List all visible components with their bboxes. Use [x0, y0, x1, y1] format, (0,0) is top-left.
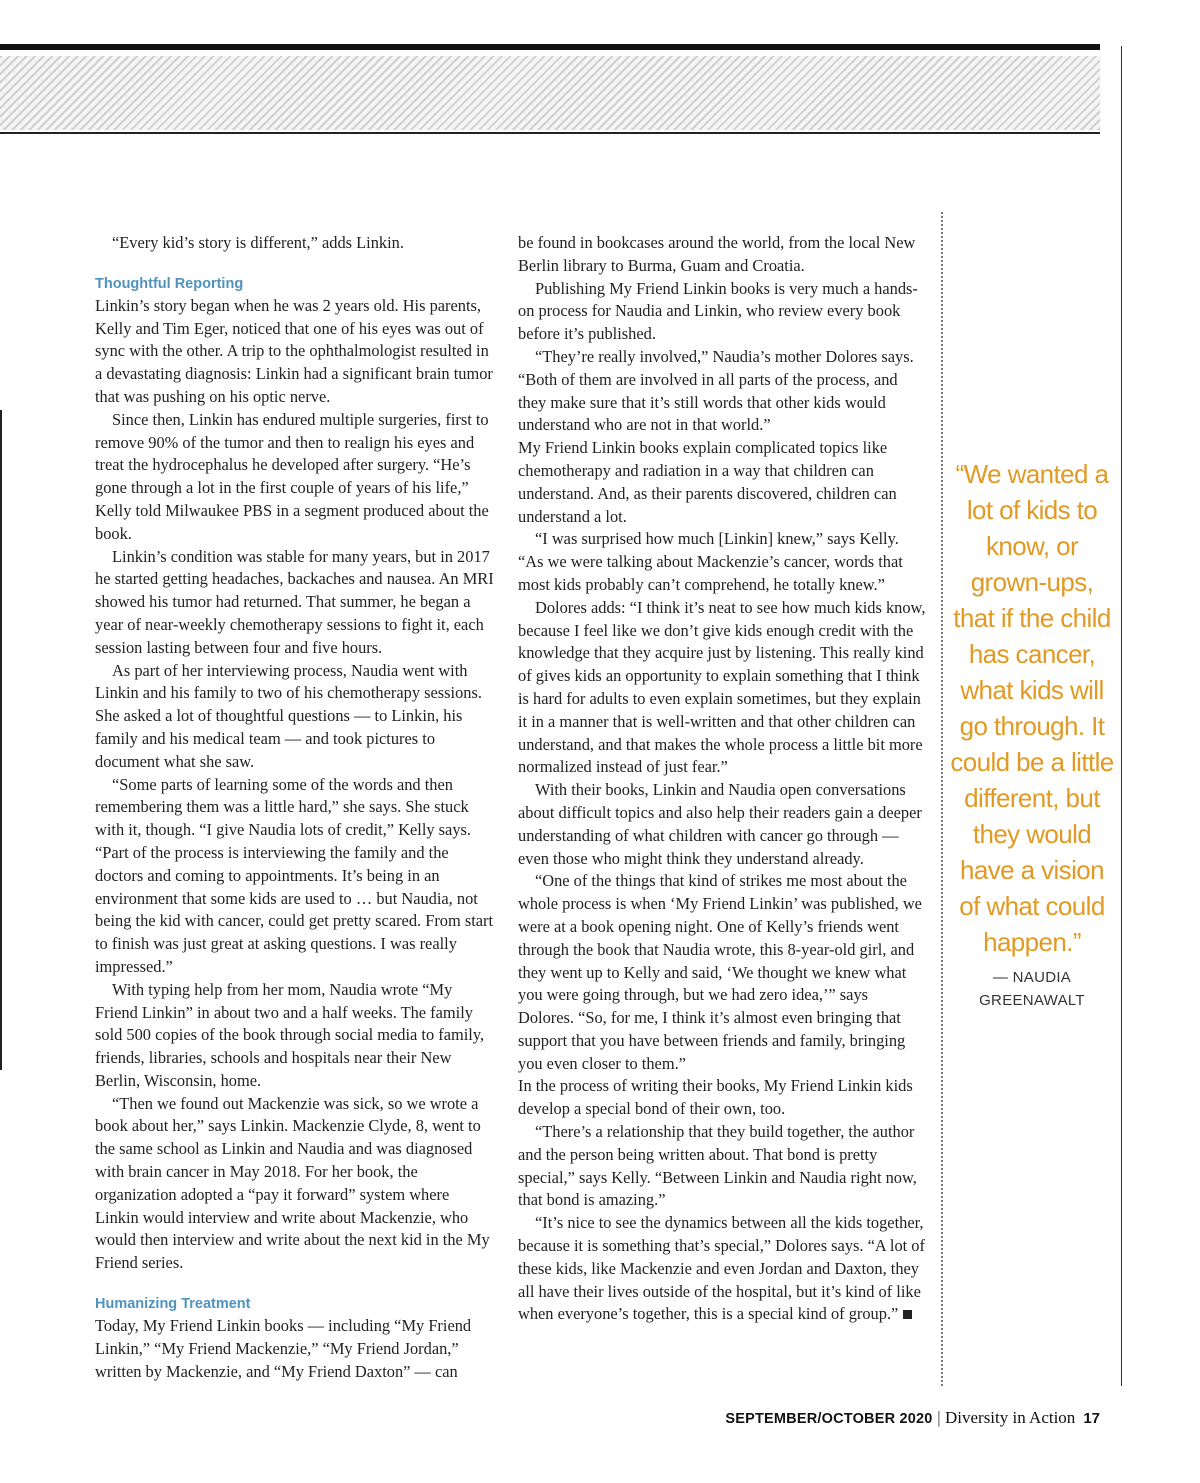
body-paragraph: “Some parts of learning some of the words and then remembering them was a little hard,” she says. She stuck with it, though. “I give Naudia lots of credit,” Kelly says. “Part of the process is interviewing the family and the doctors and coming to appointments. It’s being in an environment that some kids are used to … but Naudia, not being the kid with cancer, could get pretty scared. From start to finish was just great at asking questions. I was really impressed.” [95, 774, 494, 976]
page-number: 17 [1083, 1410, 1100, 1427]
body-paragraph: “I was surprised how much [Linkin] knew,” says Kelly. “As we were talking about Mackenzie’s cancer, words that most kids probably can’t comprehend, he totally knew.” [518, 529, 903, 594]
end-mark-icon [903, 1310, 912, 1319]
body-paragraph: Publishing My Friend Linkin books is very much a hands-on process for Naudia and Linkin, who review every book before it’s published. [518, 278, 918, 344]
body-paragraph: be found in bookcases around the world, from the local New Berlin library to Burma, Guam and Croatia. [518, 233, 916, 275]
banner-rule [0, 132, 1100, 134]
hatched-banner [0, 56, 1100, 130]
body-paragraph: With their books, Linkin and Naudia open conversations about difficult topics and also help their readers gain a deeper understanding of what children with cancer go through — even those who might think they understand already. [518, 780, 922, 868]
body-paragraph: Today, My Friend Linkin books — including “My Friend Linkin,” “My Friend Mackenzie,” “My Friend Jordan,” written by Mackenzie, and “My Friend Daxton” — can [95, 1316, 472, 1381]
body-paragraph: My Friend Linkin books explain complicated topics like chemotherapy and radiation in a way that children can understand. And, as their parents discovered, children can understand a lot. [518, 438, 897, 526]
body-paragraph: “There’s a relationship that they build together, the author and the person being written about. That bond is pretty special,” says Kelly. “Between Linkin and Naudia right now, that bond is amazing.” [518, 1122, 917, 1210]
body-paragraph: Linkin’s story began when he was 2 years old. His parents, Kelly and Tim Eger, noticed that one of his eyes was out of sync with the other. A trip to the ophthalmologist resulted in a devastating diagnosis: Linkin had a significant brain tumor that was pushing on his optic nerve. [95, 295, 493, 406]
body-paragraph: “Then we found out Mackenzie was sick, so we wrote a book about her,” says Linkin. Mackenzie Clyde, 8, went to the same school as Linkin and Naudia and was diagnosed with brain cancer in May 2018. For her book, the organization adopted a “pay it forward” system where Linkin would interview and write about Mackenzie, who would then interview and write about the next kid in the My Friend series. [95, 1093, 490, 1273]
body-paragraph: Linkin’s condition was stable for many years, but in 2017 he started getting headaches, backaches and nausea. An MRI showed his tumor had returned. That summer, he began a year of near-weekly chemotherapy sessions to fight it, each session lasting between four and five hours. [95, 546, 494, 657]
section-heading-thoughtful-reporting: Thoughtful Reporting [95, 275, 244, 292]
body-paragraph: In the process of writing their books, My Friend Linkin kids develop a special bond of their own, too. [518, 1076, 913, 1119]
left-margin-rule [0, 410, 2, 1070]
body-paragraph: “One of the things that kind of strikes me most about the whole process is when ‘My Friend Linkin’ was published, we were at a book opening night. One of Kelly’s friends went through the book that Naudia wrote, this 8-year-old girl, and they went up to Kelly and said, ‘We thought we knew what you were going through, but we had zero idea,’” says Dolores. “So, for me, I think it’s almost even bringing that support that you have between friends and family, bringing you even closer to them.” [518, 871, 922, 1073]
last-paragraph [518, 1212, 928, 1326]
footer-separator: | [936, 1408, 941, 1427]
section-heading-humanizing-treatment: Humanizing Treatment [95, 1296, 251, 1313]
right-margin-rule [1121, 46, 1122, 1386]
article-column-1 [95, 232, 495, 1383]
lead-paragraph: “Every kid’s story is different,” adds Linkin. [112, 233, 404, 252]
last-paragraph-text: “It’s nice to see the dynamics between all the kids together, because it is something that’s special,” Dolores says. “A lot of these kids, like Mackenzie and even Jordan and Daxton, they all have their lives outside of the hospital, but it’s kind of like when everyone’s together, this is a special kind of group.” [518, 1213, 925, 1324]
pullquote-divider [941, 212, 943, 1386]
body-paragraph: As part of her interviewing process, Naudia went with Linkin and his family to two of his chemotherapy sessions. She asked a lot of thoughtful questions — to Linkin, his family and his medical team — and took pictures to document what she saw. [95, 660, 482, 771]
publication-name: Diversity in Action [944, 1408, 1076, 1427]
article-column-2 [518, 232, 928, 1326]
top-rule [0, 44, 1100, 50]
body-paragraph: With typing help from her mom, Naudia wrote “My Friend Linkin” in about two and a half weeks. The family sold 500 copies of the book through social media to family, friends, libraries, schools and hospitals near their New Berlin, Wisconsin, home. [95, 979, 485, 1090]
pull-quote: “We wanted a lot of kids to know, or grown-ups, that if the child has cancer, what kids will go through. It could be a little different, but they would have a vision of what could happen.” [950, 459, 1114, 957]
issue-date: SEPTEMBER/OCTOBER 2020 [725, 1411, 933, 1427]
body-paragraph: “They’re really involved,” Naudia’s mother Dolores says. “Both of them are involved in all parts of the process, and they make sure that it’s still words that other kids would understand who are not in that world.” [518, 346, 914, 435]
page-footer [725, 1408, 1100, 1428]
body-paragraph: Dolores adds: “I think it’s neat to see how much kids know, because I feel like we don’t give kids enough credit with the knowledge that they acquire just by listening. This really kind of gives kids an opportunity to explain something that I think is hard for adults to even explain sometimes, but they explain it in a manner that is well-written and that other children can understand, and that makes the whole process a little bit more normalized instead of just fear.” [518, 597, 926, 777]
pull-quote-attribution: — NAUDIA GREENAWALT [979, 969, 1085, 1009]
body-paragraph: Since then, Linkin has endured multiple surgeries, first to remove 90% of the tumor and then to realign his eyes and treat the hydrocephalus he developed after surgery. “He’s gone through a lot in the first couple of years of his life,” Kelly told Milwaukee PBS in a segment produced about the book. [95, 409, 489, 543]
